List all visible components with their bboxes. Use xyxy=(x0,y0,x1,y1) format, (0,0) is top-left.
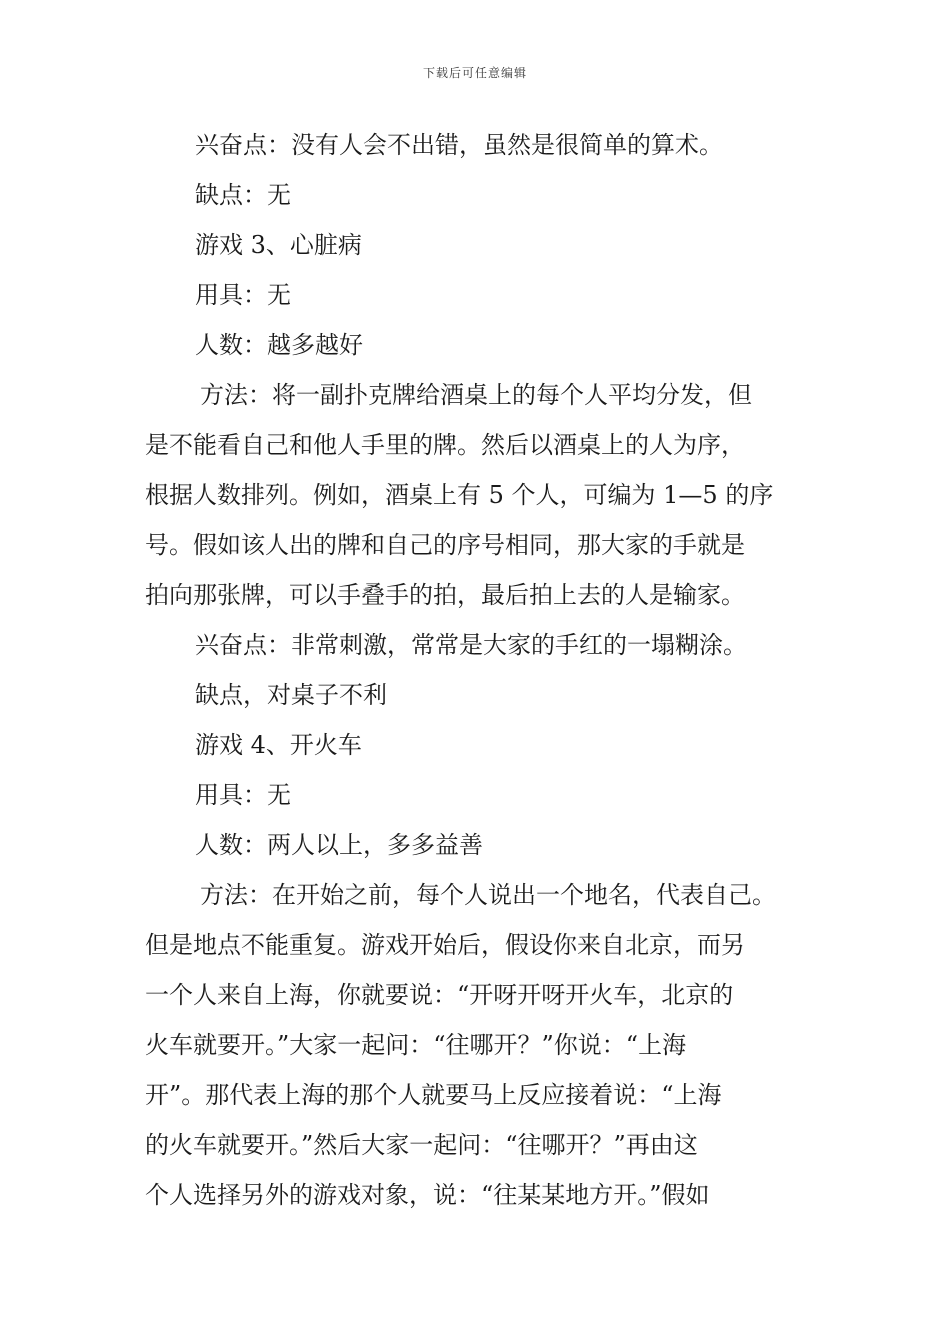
document-body xyxy=(145,120,835,1220)
paragraph-line-method-4: 的火车就要开。”然后大家一起问：“往哪开？”再由这 xyxy=(145,1131,698,1159)
paragraph-line-players-4: 人数：两人以上，多多益善 xyxy=(195,831,483,859)
paragraph-line-method-4: 一个人来自上海，你就要说：“开呀开呀开火车，北京的 xyxy=(145,981,734,1009)
page-header-note: 下载后可任意编辑 xyxy=(422,66,527,80)
paragraph-line-method-3: 号。假如该人出的牌和自己的序号相同，那大家的手就是 xyxy=(145,531,745,559)
paragraph-line-drawback-3: 缺点：无 xyxy=(195,181,291,209)
paragraph-line-excitement-3b: 兴奋点：非常刺激，常常是大家的手红的一塌糊涂。 xyxy=(195,631,747,659)
paragraph-line-method-4: 火车就要开。”大家一起问：“往哪开？”你说：“上海 xyxy=(145,1031,687,1059)
game-heading-4: 游戏 4、开火车 xyxy=(195,731,362,759)
paragraph-line-method-4: 个人选择另外的游戏对象，说：“往某某地方开。”假如 xyxy=(145,1181,710,1209)
paragraph-line-method-3: 根据人数排列。例如，酒桌上有 5 个人，可编为 1—5 的序 xyxy=(145,481,774,509)
paragraph-line-players-3: 人数：越多越好 xyxy=(195,331,363,359)
paragraph-line-tools-4: 用具：无 xyxy=(195,781,291,809)
paragraph-line-method-4-start: 方法：在开始之前，每个人说出一个地名，代表自己。 xyxy=(200,881,776,909)
paragraph-line-tools-3: 用具：无 xyxy=(195,281,291,309)
paragraph-line-excitement-3: 兴奋点：没有人会不出错，虽然是很简单的算术。 xyxy=(195,131,723,159)
game-heading-3: 游戏 3、心脏病 xyxy=(195,231,362,259)
paragraph-line-method-3-start: 方法：将一副扑克牌给酒桌上的每个人平均分发，但 xyxy=(200,381,752,409)
paragraph-line-method-3: 拍向那张牌，可以手叠手的拍，最后拍上去的人是输家。 xyxy=(145,581,745,609)
paragraph-line-method-4: 但是地点不能重复。游戏开始后，假设你来自北京，而另 xyxy=(145,931,745,959)
paragraph-line-drawback-3b: 缺点，对桌子不利 xyxy=(195,681,387,709)
paragraph-line-method-4: 开”。那代表上海的那个人就要马上反应接着说：“上海 xyxy=(145,1081,722,1109)
paragraph-line-method-3: 是不能看自己和他人手里的牌。然后以酒桌上的人为序， xyxy=(145,431,745,459)
